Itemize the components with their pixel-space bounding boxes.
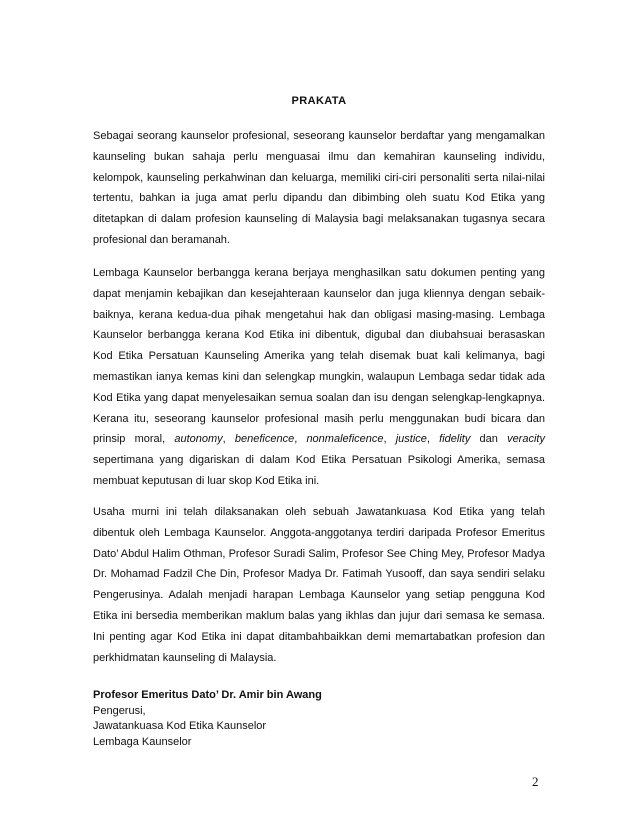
italic-term: autonomy bbox=[174, 433, 223, 446]
signature-block bbox=[93, 688, 322, 750]
paragraph-text: , bbox=[426, 433, 440, 446]
italic-term: fidelity bbox=[439, 433, 471, 446]
page-number: 2 bbox=[532, 774, 539, 789]
signatory-role: Pengerusi, bbox=[93, 704, 146, 717]
paragraph-text: dan bbox=[470, 433, 508, 446]
page-title: PRAKATA bbox=[291, 95, 347, 107]
paragraph bbox=[93, 126, 545, 251]
signatory-committee: Jawatankuasa Kod Etika Kaunselor bbox=[93, 720, 267, 732]
signatory-name: Profesor Emeritus Dato’ Dr. Amir bin Awang bbox=[93, 689, 322, 701]
paragraph-text: , bbox=[222, 433, 235, 446]
paragraph-text: , bbox=[383, 433, 396, 446]
italic-term: beneficence bbox=[234, 433, 295, 446]
paragraph-text: sepertimana yang digariskan di dalam Kod Etika Persatuan Psikologi Amerika, semasa membuat keputusan di luar skop Kod Etika ini. bbox=[93, 454, 545, 487]
italic-term: nonmaleficence bbox=[306, 433, 384, 446]
signatory-organization: Lembaga Kaunselor bbox=[93, 735, 192, 748]
paragraph-text: Sebagai seorang kaunselor profesional, seseorang kaunselor berdaftar yang mengamalkan kaunseling bukan sahaja perlu menguasai ilmu dan kemahiran kaunseling individu, kelompok, kaunseling perkahwinan dan keluarga, memiliki ciri-ciri personaliti serta nilai-nilai tertentu, bahkan ia juga amat perlu dipandu dan dibimbing oleh suatu Kod Etika yang ditetapkan di dalam profesion kaunseling di Malaysia bagi melaksanakan tugasnya secara profesional dan beramanah. bbox=[93, 130, 545, 246]
paragraph-text: , bbox=[294, 433, 307, 446]
italic-term: veracity bbox=[507, 433, 545, 446]
paragraph bbox=[93, 502, 545, 668]
italic-term: justice bbox=[395, 433, 427, 446]
paragraph-text: Usaha murni ini telah dilaksanakan oleh sebuah Jawatankuasa Kod Etika yang telah dibentuk oleh Lembaga Kaunselor. Anggota-anggotanya terdiri daripada Profesor Emeritus Dato’ Abdul Halim Othman, Profesor Suradi Salim, Profesor See Ching Mey, Profesor Madya Dr. Mohamad Fadzil Che Din, Profesor Madya Dr. Fatimah Yusooff, dan saya sendiri selaku Pengerusinya. Adalah menjadi harapan Lembaga Kaunselor yang setiap pengguna Kod Etika ini bersedia memberikan maklum balas yang ikhlas dan jujur dari semasa ke semasa. Ini penting agar Kod Etika ini dapat ditambahbaikkan demi memartabatkan profesion dan perkhidmatan kaunseling di Malaysia. bbox=[93, 506, 545, 664]
paragraph bbox=[93, 263, 545, 492]
paragraph-text: Lembaga Kaunselor berbangga kerana berjaya menghasilkan satu dokumen penting yang dapat menjamin kebajikan dan kesejahteraan kaunselor dan juga kliennya dengan sebaik-baiknya, kerana kedua-dua pihak mengetahui hak dan obligasi masing-masing. Lembaga Kaunselor berbangga kerana Kod Etika ini dibentuk, digubal dan diubahsuai berasaskan Kod Etika Persatuan Kaunseling Amerika yang telah disemak buat kali kelimanya, bagi memastikan ianya kemas kini dan selengkap mungkin, walaupun Lembaga sedar tidak ada Kod Etika yang dapat menyelesaikan semua soalan dan isu dengan selengkap-lengkapnya. Kerana itu, seseorang kaunselor profesional masih perlu menggunakan budi bicara dan prinsip moral, bbox=[93, 267, 545, 446]
